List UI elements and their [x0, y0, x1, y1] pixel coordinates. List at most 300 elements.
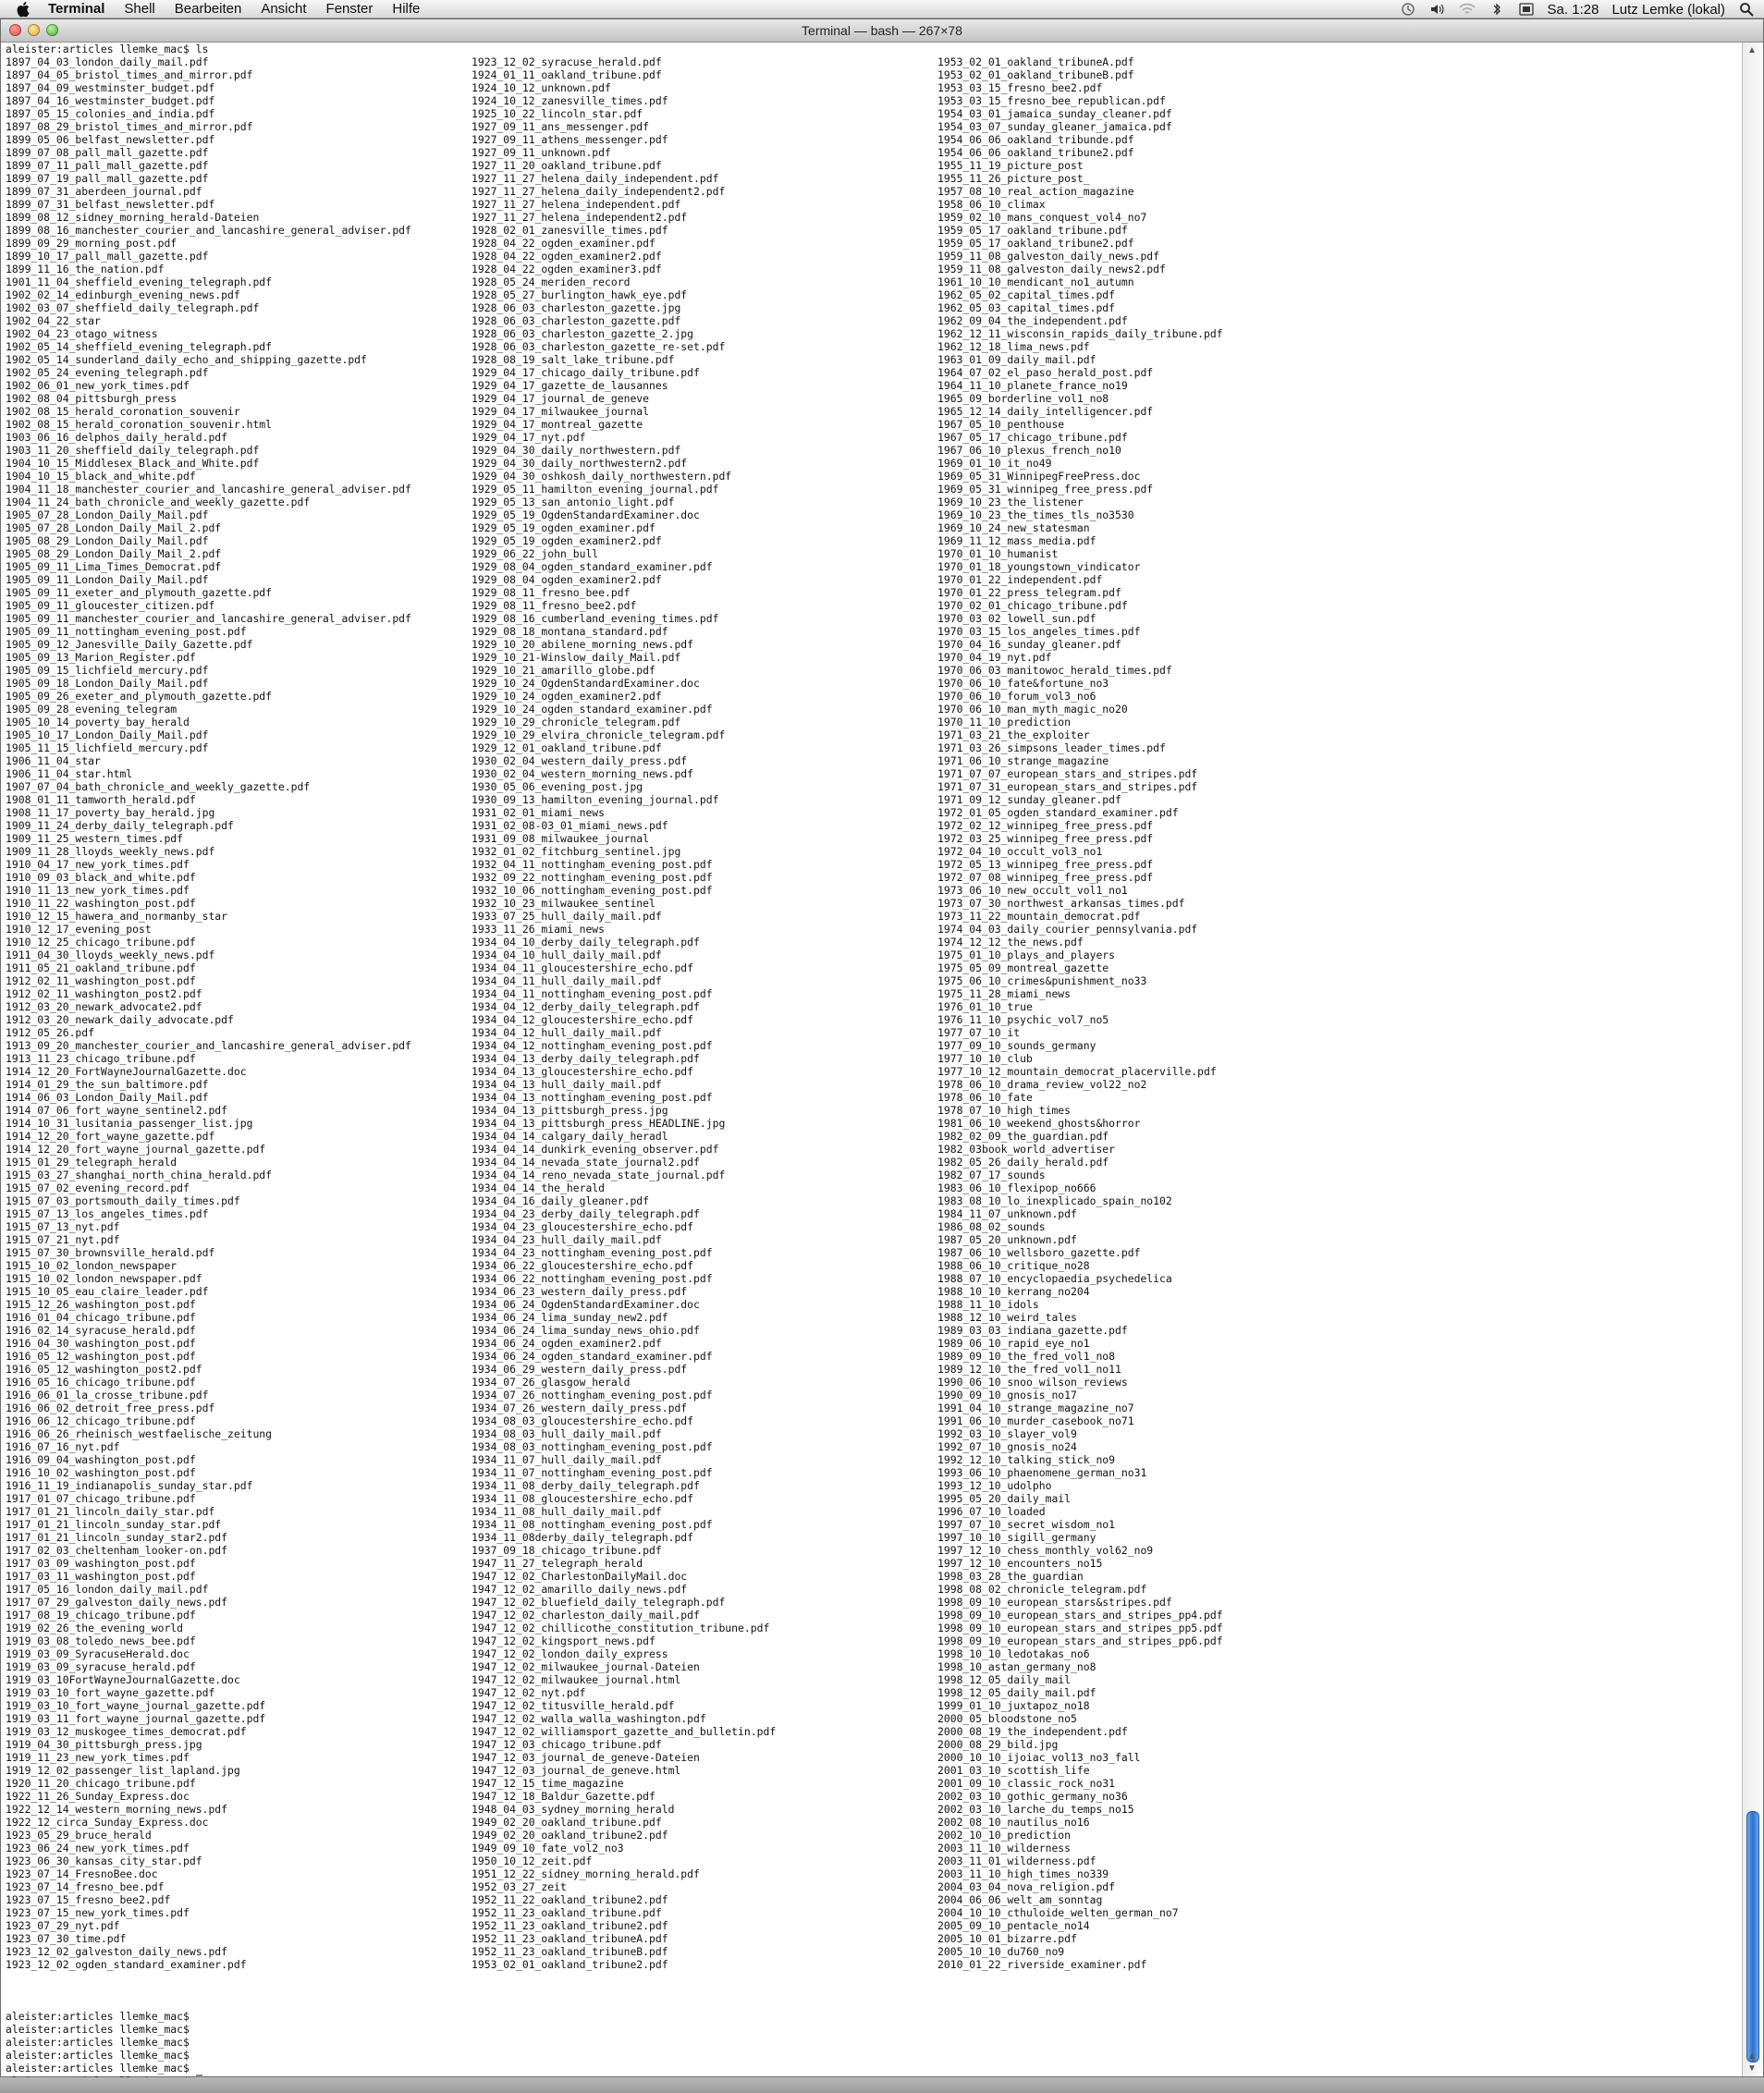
file-entry: 1961_10_10_mendicant_no1_autumn — [937, 275, 1134, 288]
menu-bearbeiten[interactable]: Bearbeiten — [174, 1, 242, 17]
file-entry: 1932_01_02_fitchburg_sentinel.jpg — [472, 845, 681, 858]
file-entry: 1919_04_30_pittsburgh_press.jpg — [6, 1738, 202, 1751]
file-column-1 — [6, 55, 411, 1971]
file-entry: 1915_07_13_nyt.pdf — [6, 1220, 120, 1233]
file-entry: 1916_06_01_la_crosse_tribune.pdf — [6, 1389, 209, 1401]
file-entry: 1934_06_29_western_daily_press.pdf — [472, 1363, 688, 1376]
file-entry: 1962_12_11_wisconsin_rapids_daily_tribune.pdf — [937, 327, 1223, 340]
file-entry: 1947_12_02_charleston_daily_mail.pdf — [472, 1609, 700, 1622]
file-entry: 1959_11_08_galveston_daily_news.pdf — [937, 250, 1160, 263]
file-entry: 1905_09_11_nottingham_evening_post.pdf — [6, 625, 247, 638]
file-entry: 1927_11_27_helena_independent2.pdf — [472, 211, 688, 224]
menu-fenster[interactable]: Fenster — [325, 1, 374, 17]
file-entry: 1934_04_12_gloucestershire_echo.pdf — [472, 1013, 694, 1026]
file-entry: 1967_05_17_chicago_tribune.pdf — [937, 431, 1128, 444]
file-entry: 1954_06_06_oakland_tribune2.pdf — [937, 146, 1134, 159]
file-entry: 1910_11_13_new_york_times.pdf — [6, 884, 190, 897]
file-entry: 1902_02_14_edinburgh_evening_news.pdf — [6, 288, 240, 301]
file-entry: 1917_02_03_cheltenham_looker-on.pdf — [6, 1544, 228, 1557]
file-entry: 1916_06_12_chicago_tribune.pdf — [6, 1414, 196, 1427]
empty-prompt: aleister:articles llemke_mac$ — [6, 2023, 190, 2036]
file-entry: 1916_04_30_washington_post.pdf — [6, 1337, 196, 1350]
file-entry: 1934_04_23_gloucestershire_echo.pdf — [472, 1220, 694, 1233]
file-entry: 1905_09_11_exeter_and_plymouth_gazette.pdf — [6, 586, 273, 599]
file-entry: 1915_10_05_eau_claire_leader.pdf — [6, 1285, 209, 1298]
file-entry: 1970_03_02_lowell_sun.pdf — [937, 612, 1096, 625]
time-machine-icon[interactable] — [1400, 2, 1416, 17]
file-entry: 2004_06_06_welt_am_sonntag — [937, 1893, 1103, 1906]
file-entry: 1930_02_04_western_daily_press.pdf — [472, 754, 688, 767]
file-entry: 1917_07_29_galveston_daily_news.pdf — [6, 1596, 228, 1609]
file-entry: 1915_07_21_nyt.pdf — [6, 1233, 120, 1246]
volume-icon[interactable] — [1429, 2, 1446, 17]
menu-clock[interactable]: Sa. 1:28 — [1547, 1, 1599, 18]
file-entry: 1947_12_02_nyt.pdf — [472, 1686, 586, 1699]
file-entry: 1909_11_24_derby_daily_telegraph.pdf — [6, 819, 234, 832]
file-entry: 1934_07_26_glasgow_herald — [472, 1376, 631, 1389]
file-entry: 1915_03_27_shanghai_north_china_herald.pdf — [6, 1169, 273, 1181]
file-entry: 1953_02_01_oakland_tribuneB.pdf — [937, 68, 1134, 81]
file-entry: 1915_07_13_los_angeles_times.pdf — [6, 1207, 209, 1220]
apple-icon[interactable] — [15, 1, 31, 18]
file-entry: 1902_03_07_sheffield_daily_telegraph.pdf — [6, 301, 260, 314]
file-entry: 1929_10_21_amarillo_globe.pdf — [472, 664, 655, 677]
file-entry: 1934_04_23_nottingham_evening_post.pdf — [472, 1246, 713, 1259]
file-entry: 1929_04_30_daily_northwestern.pdf — [472, 444, 681, 457]
file-entry: 1902_05_14_sunderland_daily_echo_and_shipping_gazette.pdf — [6, 353, 367, 366]
file-entry: 2004_10_10_cthuloide_welten_german_no7 — [937, 1906, 1179, 1919]
file-entry: 1929_08_11_fresno_bee2.pdf — [472, 599, 637, 612]
file-entry: 1978_06_10_fate — [937, 1091, 1033, 1104]
file-entry: 1899_08_16_manchester_courier_and_lancashire_general_adviser.pdf — [6, 224, 411, 237]
file-entry: 1909_11_28_lloyds_weekly_news.pdf — [6, 845, 215, 858]
file-entry: 1947_12_18_Baldur_Gazette.pdf — [472, 1790, 655, 1803]
file-entry: 1972_01_05_ogden_standard_examiner.pdf — [937, 806, 1179, 819]
file-entry: 1914_12_20_FortWayneJournalGazette.doc — [6, 1065, 247, 1078]
file-entry: 2010_01_22_riverside_examiner.pdf — [937, 1958, 1147, 1971]
file-entry: 1970_11_10_prediction — [937, 716, 1072, 728]
file-entry: 1970_01_10_humanist — [937, 547, 1059, 560]
file-entry: 1975_05_09_montreal_gazette — [937, 961, 1109, 974]
file-entry: 1914_12_20_fort_wayne_gazette.pdf — [6, 1130, 215, 1143]
file-entry: 1964_07_02_el_paso_herald_post.pdf — [937, 366, 1154, 379]
file-entry: 2001_09_10_classic_rock_no31 — [937, 1777, 1116, 1790]
file-entry: 1934_04_13_nottingham_evening_post.pdf — [472, 1091, 713, 1104]
file-entry: 1910_09_03_black_and_white.pdf — [6, 871, 196, 884]
file-entry: 1977_10_12_mountain_democrat_placerville.pdf — [937, 1065, 1217, 1078]
file-entry: 1915_10_02_london_newspaper — [6, 1259, 178, 1272]
file-entry: 1929_10_29_chronicle_telegram.pdf — [472, 716, 681, 728]
file-entry: 1999_01_10_juxtapoz_no18 — [937, 1699, 1090, 1712]
file-entry: 1983_08_10_lo_inexplicado_spain_no102 — [937, 1194, 1172, 1207]
file-entry: 1958_06_10_climax — [937, 198, 1046, 211]
file-entry: 1905_09_28_evening_telegram — [6, 703, 178, 716]
file-entry: 1910_12_25_chicago_tribune.pdf — [6, 936, 196, 949]
file-entry: 1929_05_11_hamilton_evening_journal.pdf — [472, 483, 719, 496]
file-entry: 1905_10_14_poverty_bay_herald — [6, 716, 190, 728]
file-entry: 1982_07_17_sounds — [937, 1169, 1046, 1181]
file-column-3 — [937, 55, 1223, 1971]
file-entry: 1934_04_13_pittsburgh_press.jpg — [472, 1104, 668, 1117]
file-entry: 1937_09_18_chicago_tribune.pdf — [472, 1544, 662, 1557]
file-entry: 2002_03_10_gothic_germany_no36 — [937, 1790, 1128, 1803]
file-entry: 1977_09_10_sounds_germany — [937, 1039, 1096, 1052]
file-entry: 1931_02_01_miami_news — [472, 806, 606, 819]
file-entry: 1973_07_30_northwest_arkansas_times.pdf — [937, 897, 1185, 910]
file-entry: 2005_09_10_pentacle_no14 — [937, 1919, 1090, 1932]
file-entry: 1993_12_10_udolpho — [937, 1479, 1052, 1492]
file-entry: 1973_11_22_mountain_democrat.pdf — [937, 910, 1141, 923]
file-entry: 1969_01_10_it_no49 — [937, 457, 1052, 470]
empty-prompt: aleister:articles llemke_mac$ — [6, 2010, 190, 2023]
menu-bar — [0, 0, 1764, 18]
file-entry: 1905_09_26_exeter_and_plymouth_gazette.pdf — [6, 690, 273, 703]
file-entry: 1916_05_16_chicago_tribune.pdf — [6, 1376, 196, 1389]
file-entry: 1951_12_22_sidney_morning_herald.pdf — [472, 1867, 700, 1880]
file-entry: 1934_11_07_hull_daily_mail.pdf — [472, 1453, 662, 1466]
file-entry: 1924_10_12_unknown.pdf — [472, 81, 611, 94]
bluetooth-icon[interactable] — [1488, 2, 1505, 17]
file-entry: 1952_11_22_oakland_tribune2.pdf — [472, 1893, 668, 1906]
file-entry: 1998_10_astan_germany_no8 — [937, 1660, 1096, 1673]
file-entry: 1899_07_31_aberdeen_journal.pdf — [6, 185, 202, 198]
close-button[interactable] — [9, 24, 21, 36]
file-entry: 1929_06_22_john_bull — [472, 547, 599, 560]
file-entry: 1993_06_10_phaenomene_german_no31 — [937, 1466, 1147, 1479]
scrollbar[interactable] — [1742, 43, 1763, 2076]
file-entry: 1929_04_17_chicago_daily_tribune.pdf — [472, 366, 700, 379]
file-entry: 1969_10_24_new_statesman — [937, 521, 1090, 534]
file-entry: 1998_10_10_ledotakas_no6 — [937, 1647, 1090, 1660]
file-entry: 1930_09_13_hamilton_evening_journal.pdf — [472, 793, 719, 806]
file-entry: 1959_05_17_oakland_tribune2.pdf — [937, 237, 1134, 250]
file-entry: 1912_03_20_newark_daily_advocate.pdf — [6, 1013, 234, 1026]
file-entry: 1924_01_11_oakland_tribune.pdf — [472, 68, 662, 81]
file-entry: 1905_09_11_Lima_Times_Democrat.pdf — [6, 560, 222, 573]
file-entry: 1959_02_10_mans_conquest_vol4_no7 — [937, 211, 1147, 224]
file-entry: 1908_11_17_poverty_bay_herald.jpg — [6, 806, 215, 819]
file-entry: 1928_02_01_zanesville_times.pdf — [472, 224, 668, 237]
file-entry: 1932_04_11_nottingham_evening_post.pdf — [472, 858, 713, 871]
scroll-up-arrow-icon[interactable]: ▲ — [1747, 2051, 1757, 2062]
file-entry: 1947_12_02_CharlestonDailyMail.doc — [472, 1570, 688, 1583]
file-entry: 1932_10_23_milwaukee_sentinel — [472, 897, 655, 910]
file-entry: 1897_04_09_westminster_budget.pdf — [6, 81, 215, 94]
file-entry: 1989_09_10_the_fred_vol1_no8 — [937, 1350, 1116, 1363]
file-entry: 1932_09_22_nottingham_evening_post.pdf — [472, 871, 713, 884]
file-entry: 1970_03_15_los_angeles_times.pdf — [937, 625, 1141, 638]
file-entry: 1912_05_26.pdf — [6, 1026, 95, 1039]
file-entry: 1934_07_26_nottingham_evening_post.pdf — [472, 1389, 713, 1401]
file-entry: 1913_11_23_chicago_tribune.pdf — [6, 1052, 196, 1065]
file-entry: 1988_11_10_idols — [937, 1298, 1039, 1311]
file-entry: 1990_06_10_snoo_wilson_reviews — [937, 1376, 1128, 1389]
file-entry: 1970_06_10_man_myth_magic_no20 — [937, 703, 1128, 716]
file-entry: 1927_09_11_ans_messenger.pdf — [472, 120, 650, 133]
file-entry: 1949_02_20_oakland_tribune2.pdf — [472, 1829, 668, 1842]
file-entry: 1923_07_14_fresno_bee.pdf — [6, 1880, 165, 1893]
file-entry: 1955_11_19_picture_post — [937, 159, 1084, 172]
file-entry: 1914_01_29_the_sun_baltimore.pdf — [6, 1078, 209, 1091]
file-entry: 2003_11_10_wilderness — [937, 1842, 1072, 1854]
file-entry: 1899_07_11_pall_mall_gazette.pdf — [6, 159, 209, 172]
file-entry: 1959_05_17_oakland_tribune.pdf — [937, 224, 1128, 237]
file-entry: 1929_08_04_ogden_standard_examiner.pdf — [472, 560, 713, 573]
file-entry: 1970_06_03_manitowoc_herald_times.pdf — [937, 664, 1172, 677]
file-entry: 1897_04_16_westminster_budget.pdf — [6, 94, 215, 107]
file-entry: 1899_10_17_pall_mall_gazette.pdf — [6, 250, 209, 263]
file-entry: 1927_11_27_helena_daily_independent2.pdf — [472, 185, 726, 198]
file-entry: 1971_07_07_european_stars_and_stripes.pdf — [937, 767, 1198, 780]
file-entry: 1934_06_22_nottingham_evening_post.pdf — [472, 1272, 713, 1285]
file-entry: 2001_03_10_scottish_life — [937, 1764, 1090, 1777]
file-entry: 1957_08_10_real_action_magazine — [937, 185, 1134, 198]
menu-app-terminal[interactable]: Terminal — [48, 1, 105, 17]
file-entry: 1897_04_03_london_daily_mail.pdf — [6, 55, 209, 68]
file-entry: 1969_10_23_the_listener — [937, 496, 1084, 508]
file-entry: 1928_06_03_charleston_gazette_re-set.pdf — [472, 340, 726, 353]
file-entry: 1947_12_15_time_magazine — [472, 1777, 624, 1790]
file-entry: 1990_09_10_gnosis_no17 — [937, 1389, 1077, 1401]
file-entry: 1928_04_22_ogden_examiner2.pdf — [472, 250, 662, 263]
file-entry: 2004_03_04_nova_religion.pdf — [937, 1880, 1116, 1893]
file-entry: 1919_03_10FortWayneJournalGazette.doc — [6, 1673, 240, 1686]
file-entry: 1899_07_19_pall_mall_gazette.pdf — [6, 172, 209, 185]
menu-extras — [1400, 0, 1755, 18]
file-entry: 1975_06_10_crimes&punishment_no33 — [937, 974, 1147, 987]
file-entry: 1915_10_02_london_newspaper.pdf — [6, 1272, 202, 1285]
file-entry: 1934_04_23_hull_daily_mail.pdf — [472, 1233, 662, 1246]
menu-hilfe[interactable]: Hilfe — [392, 1, 421, 17]
file-entry: 1934_04_23_derby_daily_telegraph.pdf — [472, 1207, 700, 1220]
file-entry: 1919_03_10_fort_wayne_gazette.pdf — [6, 1686, 215, 1699]
file-entry: 2000_08_29_bild.jpg — [937, 1738, 1059, 1751]
file-entry: 1910_04_17_new_york_times.pdf — [6, 858, 190, 871]
file-entry: 1934_04_13_gloucestershire_echo.pdf — [472, 1065, 694, 1078]
file-entry: 1998_12_05_daily_mail — [937, 1673, 1072, 1686]
file-entry: 1929_05_13_san_antonio_light.pdf — [472, 496, 675, 508]
file-entry: 1917_01_07_chicago_tribune.pdf — [6, 1492, 196, 1505]
file-entry: 1972_02_12_winnipeg_free_press.pdf — [937, 819, 1154, 832]
file-entry: 1969_05_31_WinnipegFreePress.doc — [937, 470, 1141, 483]
file-entry: 1950_10_12_zeit.pdf — [472, 1854, 593, 1867]
file-entry: 1899_07_31_belfast_newsletter.pdf — [6, 198, 215, 211]
file-entry: 1952_11_23_oakland_tribuneA.pdf — [472, 1932, 668, 1945]
file-entry: 1934_06_24_ogden_examiner2.pdf — [472, 1337, 662, 1350]
file-entry: 1953_02_01_oakland_tribuneA.pdf — [937, 55, 1134, 68]
file-entry: 1982_02_09_the_guardian.pdf — [937, 1130, 1109, 1143]
file-entry: 1998_08_02_chronicle_telegram.pdf — [937, 1583, 1147, 1596]
file-entry: 1904_11_24_bath_chronicle_and_weekly_gazette.pdf — [6, 496, 311, 508]
file-entry: 1962_05_02_capital_times.pdf — [937, 288, 1116, 301]
file-entry: 1948_04_03_sydney_morning_herald — [472, 1803, 675, 1816]
file-entry: 1927_09_11_athens_messenger.pdf — [472, 133, 668, 146]
file-entry: 1914_12_20_fort_wayne_journal_gazette.pdf — [6, 1143, 266, 1156]
file-entry: 1925_10_22_lincoln_star.pdf — [472, 107, 643, 120]
file-entry: 1929_04_17_montreal_gazette — [472, 418, 643, 431]
file-entry: 1897_04_05_bristol_times_and_mirror.pdf — [6, 68, 253, 81]
file-entry: 1919_12_02_passenger_list_lapland.jpg — [6, 1764, 240, 1777]
file-entry: 1905_07_28_London_Daily_Mail.pdf — [6, 508, 209, 521]
file-entry: 1947_12_03_chicago_tribune.pdf — [472, 1738, 662, 1751]
file-entry: 1934_08_03_hull_daily_mail.pdf — [472, 1427, 662, 1440]
file-entry: 1914_10_31_lusitania_passenger_list.jpg — [6, 1117, 253, 1130]
file-entry: 1929_05_19_OgdenStandardExaminer.doc — [472, 508, 700, 521]
file-entry: 1905_09_11_gloucester_citizen.pdf — [6, 599, 215, 612]
file-entry: 1970_06_10_forum_vol3_no6 — [937, 690, 1096, 703]
file-entry: 1919_11_23_new_york_times.pdf — [6, 1751, 190, 1764]
file-entry: 1922_11_26_Sunday_Express.doc — [6, 1790, 190, 1803]
menu-shell[interactable]: Shell — [124, 1, 155, 17]
file-entry: 1997_12_10_chess_monthly_vol62_no9 — [937, 1544, 1154, 1557]
menu-user[interactable]: Lutz Lemke (lokal) — [1611, 1, 1725, 18]
file-entry: 1934_04_10_derby_daily_telegraph.pdf — [472, 936, 700, 949]
command-line: aleister:articles llemke_mac$ ls — [6, 43, 209, 55]
file-entry: 1963_01_09_daily_mail.pdf — [937, 353, 1096, 366]
empty-prompt: aleister:articles llemke_mac$ — [6, 2062, 190, 2075]
file-entry: 1954_06_06_oakland_tribunde.pdf — [937, 133, 1134, 146]
file-entry: 1989_06_10_rapid_eye_no1 — [937, 1337, 1090, 1350]
file-entry: 1905_09_15_lichfield_mercury.pdf — [6, 664, 209, 677]
file-entry: 1965_09_borderline_vol1_no8 — [937, 392, 1109, 405]
file-entry: 1905_09_13_Marion_Register.pdf — [6, 651, 196, 664]
file-entry: 1929_10_24_OgdenStandardExaminer.doc — [472, 677, 700, 690]
menu-ansicht[interactable]: Ansicht — [261, 1, 307, 17]
file-entry: 1905_09_11_manchester_courier_and_lancashire_general_adviser.pdf — [6, 612, 411, 625]
file-entry: 1934_04_14_reno_nevada_state_journal.pdf — [472, 1169, 726, 1181]
file-entry: 1923_12_02_syracuse_herald.pdf — [472, 55, 662, 68]
file-entry: 1934_04_13_hull_daily_mail.pdf — [472, 1078, 662, 1091]
file-entry: 1928_06_03_charleston_gazette_2.jpg — [472, 327, 694, 340]
file-entry: 1934_06_22_gloucestershire_echo.pdf — [472, 1259, 694, 1272]
zoom-button[interactable] — [46, 24, 58, 36]
file-entry: 1971_03_26_simpsons_leader_times.pdf — [937, 741, 1166, 754]
file-entry: 1934_04_14_dunkirk_evening_observer.pdf — [472, 1143, 719, 1156]
file-entry: 1902_04_23_otago_witness — [6, 327, 158, 340]
file-entry: 1987_05_20_unknown.pdf — [937, 1233, 1077, 1246]
file-entry: 1917_03_09_washington_post.pdf — [6, 1557, 196, 1570]
file-entry: 1934_06_24_lima_sunday_news_ohio.pdf — [472, 1324, 700, 1337]
file-entry: 1899_11_16_the_nation.pdf — [6, 263, 165, 275]
file-entry: 1916_09_04_washington_post.pdf — [6, 1453, 196, 1466]
file-entry: 1988_10_10_kerrang_no204 — [937, 1285, 1090, 1298]
file-entry: 1929_08_16_cumberland_evening_times.pdf — [472, 612, 719, 625]
file-entry: 1916_01_04_chicago_tribune.pdf — [6, 1311, 196, 1324]
file-entry: 1934_11_07_nottingham_evening_post.pdf — [472, 1466, 713, 1479]
file-entry: 1969_05_31_winnipeg_free_press.pdf — [937, 483, 1154, 496]
file-entry: 1905_07_28_London_Daily_Mail_2.pdf — [6, 521, 222, 534]
window-titlebar[interactable] — [1, 19, 1763, 43]
file-entry: 1933_11_26_miami_news — [472, 923, 606, 936]
file-entry: 1905_09_18_London_Daily_Mail.pdf — [6, 677, 209, 690]
file-entry: 1977_10_10_club — [937, 1052, 1033, 1065]
file-entry: 1924_10_12_zanesville_times.pdf — [472, 94, 668, 107]
file-entry: 1904_10_15_Middlesex_Black_and_White.pdf — [6, 457, 260, 470]
file-entry: 1923_07_29_nyt.pdf — [6, 1919, 120, 1932]
minimize-button[interactable] — [28, 24, 40, 36]
file-entry: 1972_05_13_winnipeg_free_press.pdf — [937, 858, 1154, 871]
file-entry: 1920_11_20_chicago_tribune.pdf — [6, 1777, 196, 1790]
file-entry: 1929_10_29_elvira_chronicle_telegram.pdf — [472, 728, 726, 741]
file-entry: 1986_08_02_sounds — [937, 1220, 1046, 1233]
file-entry: 1934_11_08_hull_daily_mail.pdf — [472, 1505, 662, 1518]
file-entry: 1923_07_15_fresno_bee2.pdf — [6, 1893, 171, 1906]
file-entry: 1991_04_10_strange_magazine_no7 — [937, 1401, 1134, 1414]
scroll-up-arrow-icon[interactable]: ▲ — [1747, 45, 1757, 55]
file-entry: 1964_11_10_planete_france_no19 — [937, 379, 1128, 392]
file-entry: 1930_02_04_western_morning_news.pdf — [472, 767, 694, 780]
file-entry: 1899_09_29_morning_post.pdf — [6, 237, 178, 250]
file-entry: 1981_06_10_weekend_ghosts&horror — [937, 1117, 1141, 1130]
file-entry: 1975_01_10_plays_and_players — [937, 949, 1116, 961]
file-entry: 1907_07_04_bath_chronicle_and_weekly_gazette.pdf — [6, 780, 311, 793]
file-entry: 1954_03_07_sunday_gleaner_jamaica.pdf — [937, 120, 1172, 133]
file-entry: 1916_05_12_washington_post.pdf — [6, 1350, 196, 1363]
file-entry: 1916_10_02_washington_post.pdf — [6, 1466, 196, 1479]
file-entry: 1972_03_25_winnipeg_free_press.pdf — [937, 832, 1154, 845]
file-entry: 1949_02_20_oakland_tribune.pdf — [472, 1816, 662, 1829]
file-entry: 1934_08_03_nottingham_evening_post.pdf — [472, 1440, 713, 1453]
file-entry: 1908_01_11_tamworth_herald.pdf — [6, 793, 196, 806]
file-entry: 1934_11_08_nottingham_evening_post.pdf — [472, 1518, 713, 1531]
file-entry: 1988_12_10_weird_tales — [937, 1311, 1077, 1324]
file-entry: 1982_05_26_daily_herald.pdf — [937, 1156, 1109, 1169]
file-entry: 1899_05_06_belfast_newsletter.pdf — [6, 133, 215, 146]
input-menu-icon[interactable] — [1518, 2, 1535, 17]
file-entry: 1928_06_03_charleston_gazette.pdf — [472, 314, 681, 327]
spotlight-icon[interactable] — [1738, 2, 1755, 17]
file-entry: 1953_02_01_oakland_tribune2.pdf — [472, 1958, 668, 1971]
file-entry: 1902_08_15_herald_coronation_souvenir.html — [6, 418, 273, 431]
file-entry: 1934_04_10_hull_daily_mail.pdf — [472, 949, 662, 961]
wifi-icon[interactable] — [1459, 2, 1476, 17]
file-entry: 1917_01_21_lincoln_sunday_star2.pdf — [6, 1531, 228, 1544]
file-entry: 1997_07_10_secret_wisdom_no1 — [937, 1518, 1116, 1531]
file-entry: 1929_04_30_oshkosh_daily_northwestern.pdf — [472, 470, 732, 483]
scroll-down-arrow-icon[interactable]: ▼ — [1747, 2063, 1757, 2074]
scrollbar-thumb[interactable] — [1746, 1811, 1759, 2062]
file-entry: 1905_11_15_lichfield_mercury.pdf — [6, 741, 209, 754]
file-entry: 1959_11_08_galveston_daily_news2.pdf — [937, 263, 1166, 275]
file-entry: 1915_12_26_washington_post.pdf — [6, 1298, 196, 1311]
file-entry: 1923_05_29_bruce_herald — [6, 1829, 152, 1842]
file-entry: 1912_03_20_newark_advocate2.pdf — [6, 1000, 202, 1013]
file-entry: 1911_04_30_lloyds_weekly_news.pdf — [6, 949, 215, 961]
file-entry: 1972_04_10_occult_vol3_no1 — [937, 845, 1103, 858]
file-entry: 1949_09_10_fate_vol2_no3 — [472, 1842, 624, 1854]
file-entry: 1928_04_22_ogden_examiner.pdf — [472, 237, 655, 250]
file-entry: 1947_12_02_walla_walla_washington.pdf — [472, 1712, 706, 1725]
file-entry: 1906_11_04_star.html — [6, 767, 133, 780]
file-entry: 1970_02_01_chicago_tribune.pdf — [937, 599, 1128, 612]
terminal-content[interactable] — [1, 43, 1743, 2076]
file-entry: 1997_12_10_encounters_no15 — [937, 1557, 1103, 1570]
file-entry: 1917_05_16_london_daily_mail.pdf — [6, 1583, 209, 1596]
file-entry: 1934_04_12_hull_daily_mail.pdf — [472, 1026, 662, 1039]
file-entry: 1930_05_06_evening_post.jpg — [472, 780, 643, 793]
file-entry: 1927_11_27_helena_independent.pdf — [472, 198, 681, 211]
file-entry: 1967_06_10_plexus_french_no10 — [937, 444, 1121, 457]
file-entry: 1971_06_10_strange_magazine — [937, 754, 1109, 767]
file-entry: 1909_11_25_western_times.pdf — [6, 832, 184, 845]
file-entry: 1899_07_08_pall_mall_gazette.pdf — [6, 146, 209, 159]
file-entry: 1919_03_10_fort_wayne_journal_gazette.pdf — [6, 1699, 266, 1712]
file-entry: 2002_08_10_nautilus_no16 — [937, 1816, 1090, 1829]
file-entry: 1934_04_13_pittsburgh_press_HEADLINE.jpg — [472, 1117, 726, 1130]
file-entry: 1973_06_10_new_occult_vol1_no1 — [937, 884, 1128, 897]
file-entry: 1988_06_10_critique_no28 — [937, 1259, 1090, 1272]
file-entry: 1997_10_10_sigill_germany — [937, 1531, 1096, 1544]
